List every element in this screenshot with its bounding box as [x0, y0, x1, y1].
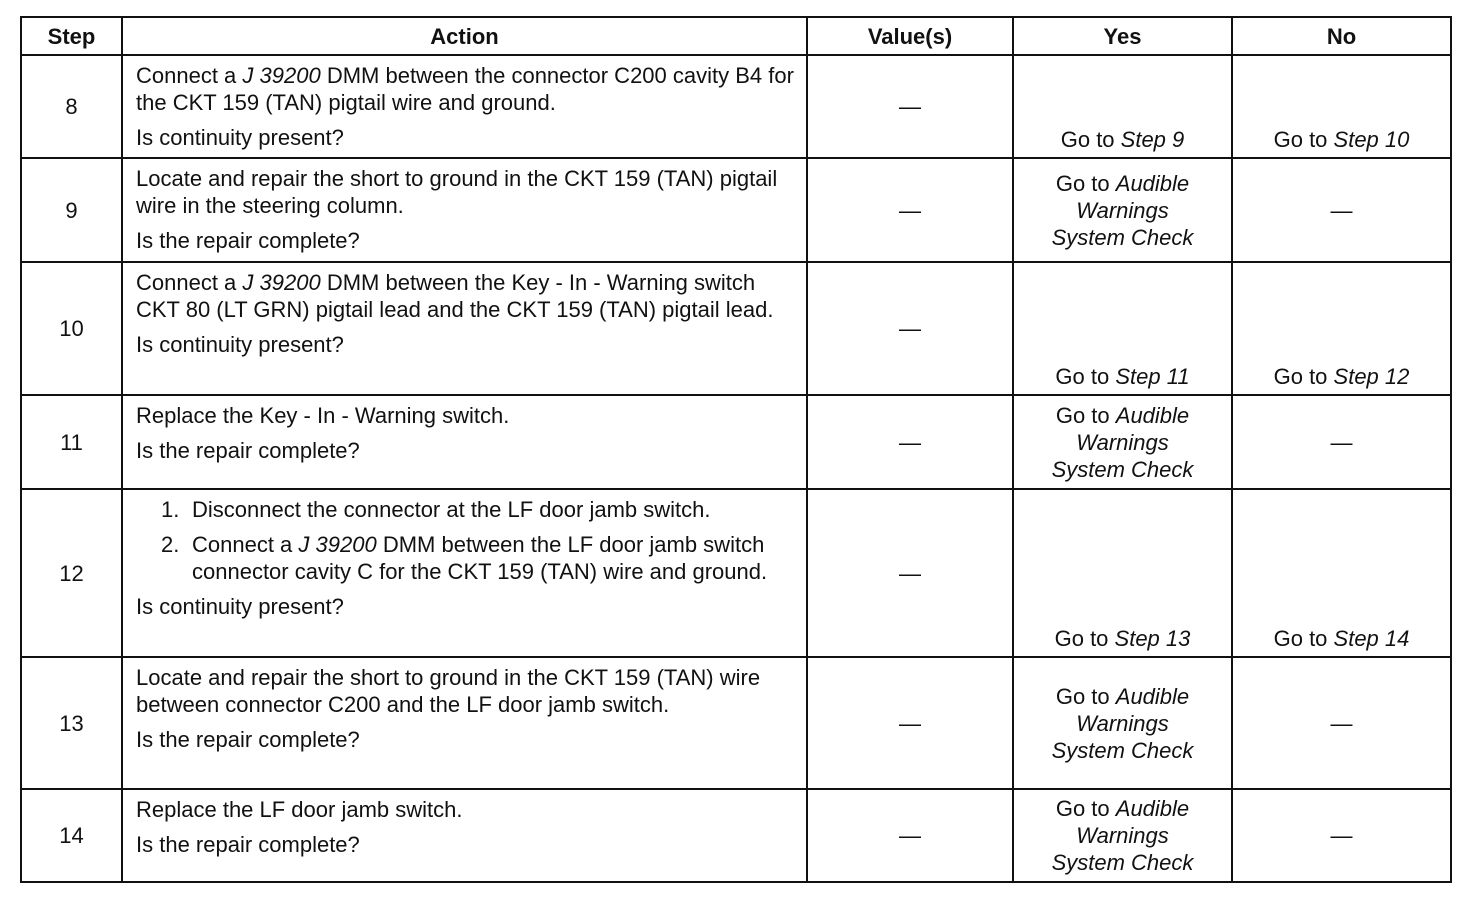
- action-question: Is the repair complete?: [136, 228, 360, 253]
- action-text: Locate and repair the short to ground in the CKT 159 (TAN) wire between connector C200 and the LF door jamb switch.: [136, 665, 761, 717]
- action-question: Is the repair complete?: [136, 727, 360, 752]
- action-question: Is continuity present?: [136, 332, 344, 357]
- yes-target: Step 13: [1114, 626, 1191, 651]
- action-text: Connect a J 39200 DMM between the Key - In - Warning switch CKT 80 (LT GRN) pigtail lead and the CKT 159 (TAN) pigtail lead.: [136, 270, 774, 322]
- value-cell: —: [807, 395, 1013, 489]
- table-row: [21, 657, 1451, 789]
- header-row: [21, 17, 1451, 55]
- no-cell: —: [1232, 657, 1451, 789]
- value-cell: —: [807, 158, 1013, 262]
- no-target: Step 14: [1333, 626, 1410, 651]
- diagnostic-table: [20, 16, 1452, 883]
- action-cell: [122, 489, 807, 657]
- table-row: [21, 789, 1451, 882]
- action-cell: [122, 789, 807, 882]
- step-number: 14: [21, 789, 122, 882]
- value-cell: —: [807, 262, 1013, 395]
- action-cell: [122, 262, 807, 395]
- yes-cell: Go to Audible Warnings System Check: [1013, 158, 1232, 262]
- step-number: 10: [21, 262, 122, 395]
- yes-cell: Go to Step 11: [1013, 262, 1232, 395]
- action-question: Is the repair complete?: [136, 438, 360, 463]
- tool-name: J 39200: [242, 63, 321, 88]
- table-row: [21, 158, 1451, 262]
- value-cell: —: [807, 489, 1013, 657]
- step-number: 12: [21, 489, 122, 657]
- action-text: Locate and repair the short to ground in the CKT 159 (TAN) pigtail wire in the steering column.: [136, 166, 778, 218]
- action-question: Is continuity present?: [136, 125, 344, 150]
- no-cell: Go to Step 10: [1232, 55, 1451, 158]
- header-values: Value(s): [807, 17, 1013, 55]
- yes-cell: Go to Audible Warnings System Check: [1013, 789, 1232, 882]
- tool-name: J 39200: [298, 532, 377, 557]
- no-cell: —: [1232, 395, 1451, 489]
- action-cell: [122, 158, 807, 262]
- no-cell: Go to Step 12: [1232, 262, 1451, 395]
- yes-cell: Go to Audible Warnings System Check: [1013, 395, 1232, 489]
- yes-cell: Go to Step 13: [1013, 489, 1232, 657]
- no-target: Step 12: [1333, 364, 1410, 389]
- list-item: 2. Connect a J 39200 DMM between the LF door jamb switch connector cavity C for the CKT 159 (TAN) wire and ground.: [161, 532, 768, 584]
- header-no: No: [1232, 17, 1451, 55]
- step-number: 8: [21, 55, 122, 158]
- action-cell: [122, 55, 807, 158]
- action-cell: [122, 657, 807, 789]
- table-row: [21, 395, 1451, 489]
- action-text: Replace the Key - In - Warning switch.: [136, 403, 510, 428]
- tool-name: J 39200: [242, 270, 321, 295]
- substep-list: [136, 496, 794, 585]
- no-cell: —: [1232, 789, 1451, 882]
- list-item: 1. Disconnect the connector at the LF door jamb switch.: [161, 497, 711, 522]
- no-cell: —: [1232, 158, 1451, 262]
- step-number: 13: [21, 657, 122, 789]
- no-target: Step 10: [1333, 127, 1410, 152]
- action-text: Connect a J 39200 DMM between the connector C200 cavity B4 for the CKT 159 (TAN) pigtail wire and ground.: [136, 63, 794, 115]
- yes-cell: Go to Step 9: [1013, 55, 1232, 158]
- no-cell: Go to Step 14: [1232, 489, 1451, 657]
- header-action: Action: [122, 17, 807, 55]
- yes-cell: Go to Audible Warnings System Check: [1013, 657, 1232, 789]
- yes-target: Step 11: [1115, 364, 1190, 389]
- step-number: 9: [21, 158, 122, 262]
- value-cell: —: [807, 657, 1013, 789]
- action-question: Is continuity present?: [136, 594, 344, 619]
- table-row: [21, 262, 1451, 395]
- table-row: [21, 489, 1451, 657]
- yes-target: Step 9: [1120, 127, 1185, 152]
- step-number: 11: [21, 395, 122, 489]
- table-row: [21, 55, 1451, 158]
- header-yes: Yes: [1013, 17, 1232, 55]
- action-text: Replace the LF door jamb switch.: [136, 797, 463, 822]
- value-cell: —: [807, 55, 1013, 158]
- action-cell: [122, 395, 807, 489]
- header-step: Step: [21, 17, 122, 55]
- value-cell: —: [807, 789, 1013, 882]
- action-question: Is the repair complete?: [136, 832, 360, 857]
